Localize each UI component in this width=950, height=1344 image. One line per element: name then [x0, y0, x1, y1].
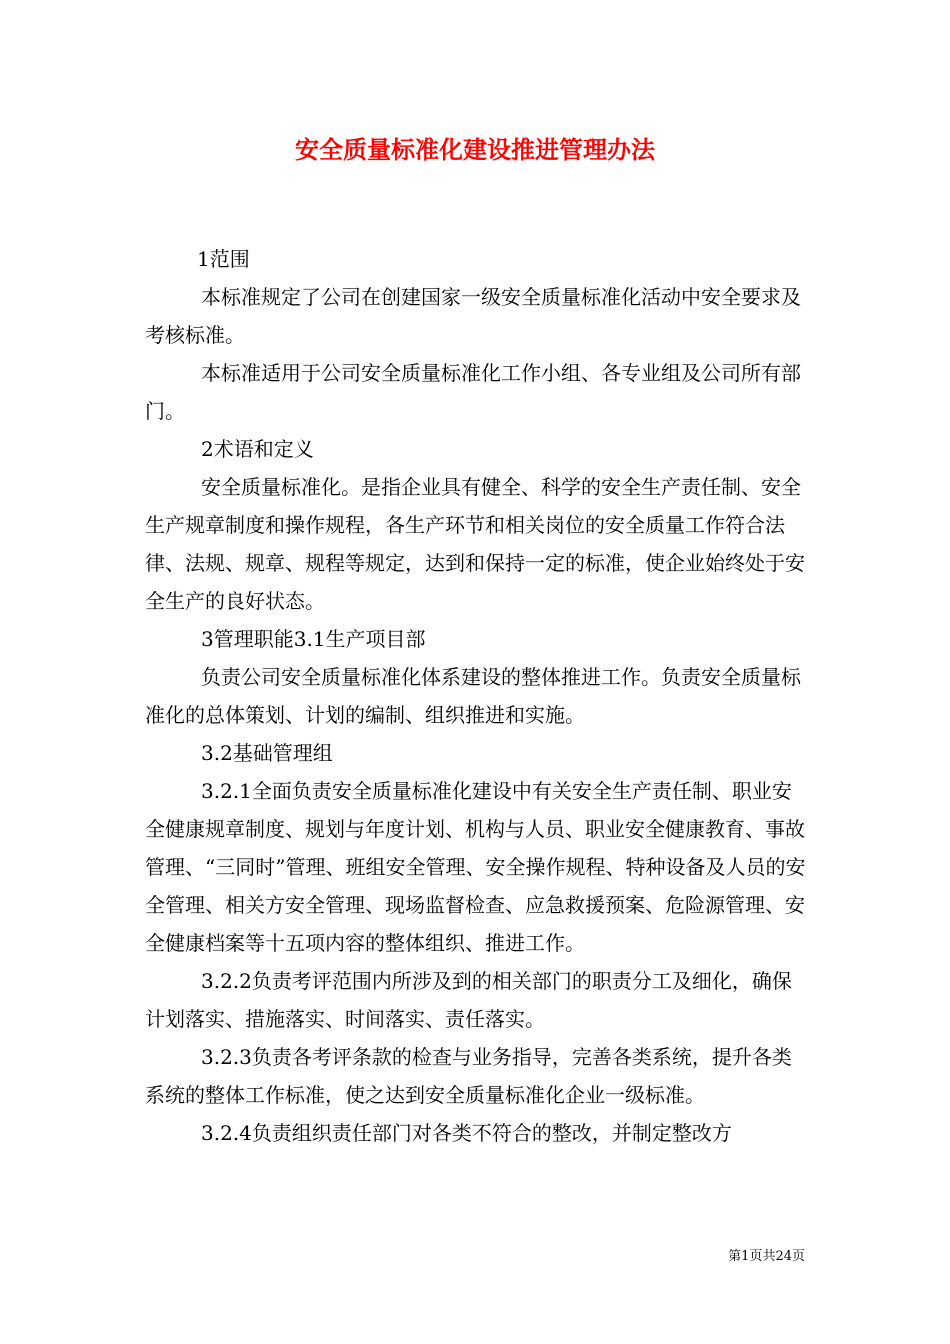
paragraph: 负责公司安全质量标准化体系建设的整体推进工作。负责安全质量标准化的总体策划、计划的编制、组织推进和实施。 [145, 665, 801, 727]
paragraph: 3.2.4负责组织责任部门对各类不符合的整改，并制定整改方 [201, 1121, 732, 1145]
paragraph: 3.2.3负责各考评条款的检查与业务指导，完善各类系统，提升各类系统的整体工作标准，使之达到安全质量标准化企业一级标准。 [145, 1045, 792, 1107]
paragraph: 本标准适用于公司安全质量标准化工作小组、各专业组及公司所有部门。 [145, 361, 801, 423]
document-title: 安全质量标准化建设推进管理办法 [295, 136, 655, 164]
paragraph: 本标准规定了公司在创建国家一级安全质量标准化活动中安全要求及考核标准。 [145, 285, 801, 347]
page-number: 第1页共24页 [728, 1249, 805, 1264]
paragraph: 3.2.1全面负责安全质量标准化建设中有关安全生产责任制、职业安全健康规章制度、规划与年度计划、机构与人员、职业安全健康教育、事故管理、“三同时”管理、班组安全管理、安全操作规程、特种设备及人员的安全管理、相关方安全管理、现场监督检查、应急救援预案、危险源管理、安全健康档案等十五项内容的整体组织、推进工作。 [145, 779, 806, 955]
paragraph: 安全质量标准化。是指企业具有健全、科学的安全生产责任制、安全生产规章制度和操作规程，各生产环节和相关岗位的安全质量工作符合法律、法规、规章、规程等规定，达到和保持一定的标准，使企业始终处于安全生产的良好状态。 [145, 475, 805, 613]
section-heading-basic-management: 3.2基础管理组 [201, 741, 333, 765]
section-heading-terms: 2术语和定义 [201, 437, 314, 461]
section-heading-management: 3管理职能3.1生产项目部 [201, 627, 426, 651]
paragraph: 3.2.2负责考评范围内所涉及到的相关部门的职责分工及细化，确保计划落实、措施落实、时间落实、责任落实。 [145, 969, 792, 1031]
section-heading-scope: 1范围 [197, 247, 250, 271]
document-body [145, 240, 810, 1152]
